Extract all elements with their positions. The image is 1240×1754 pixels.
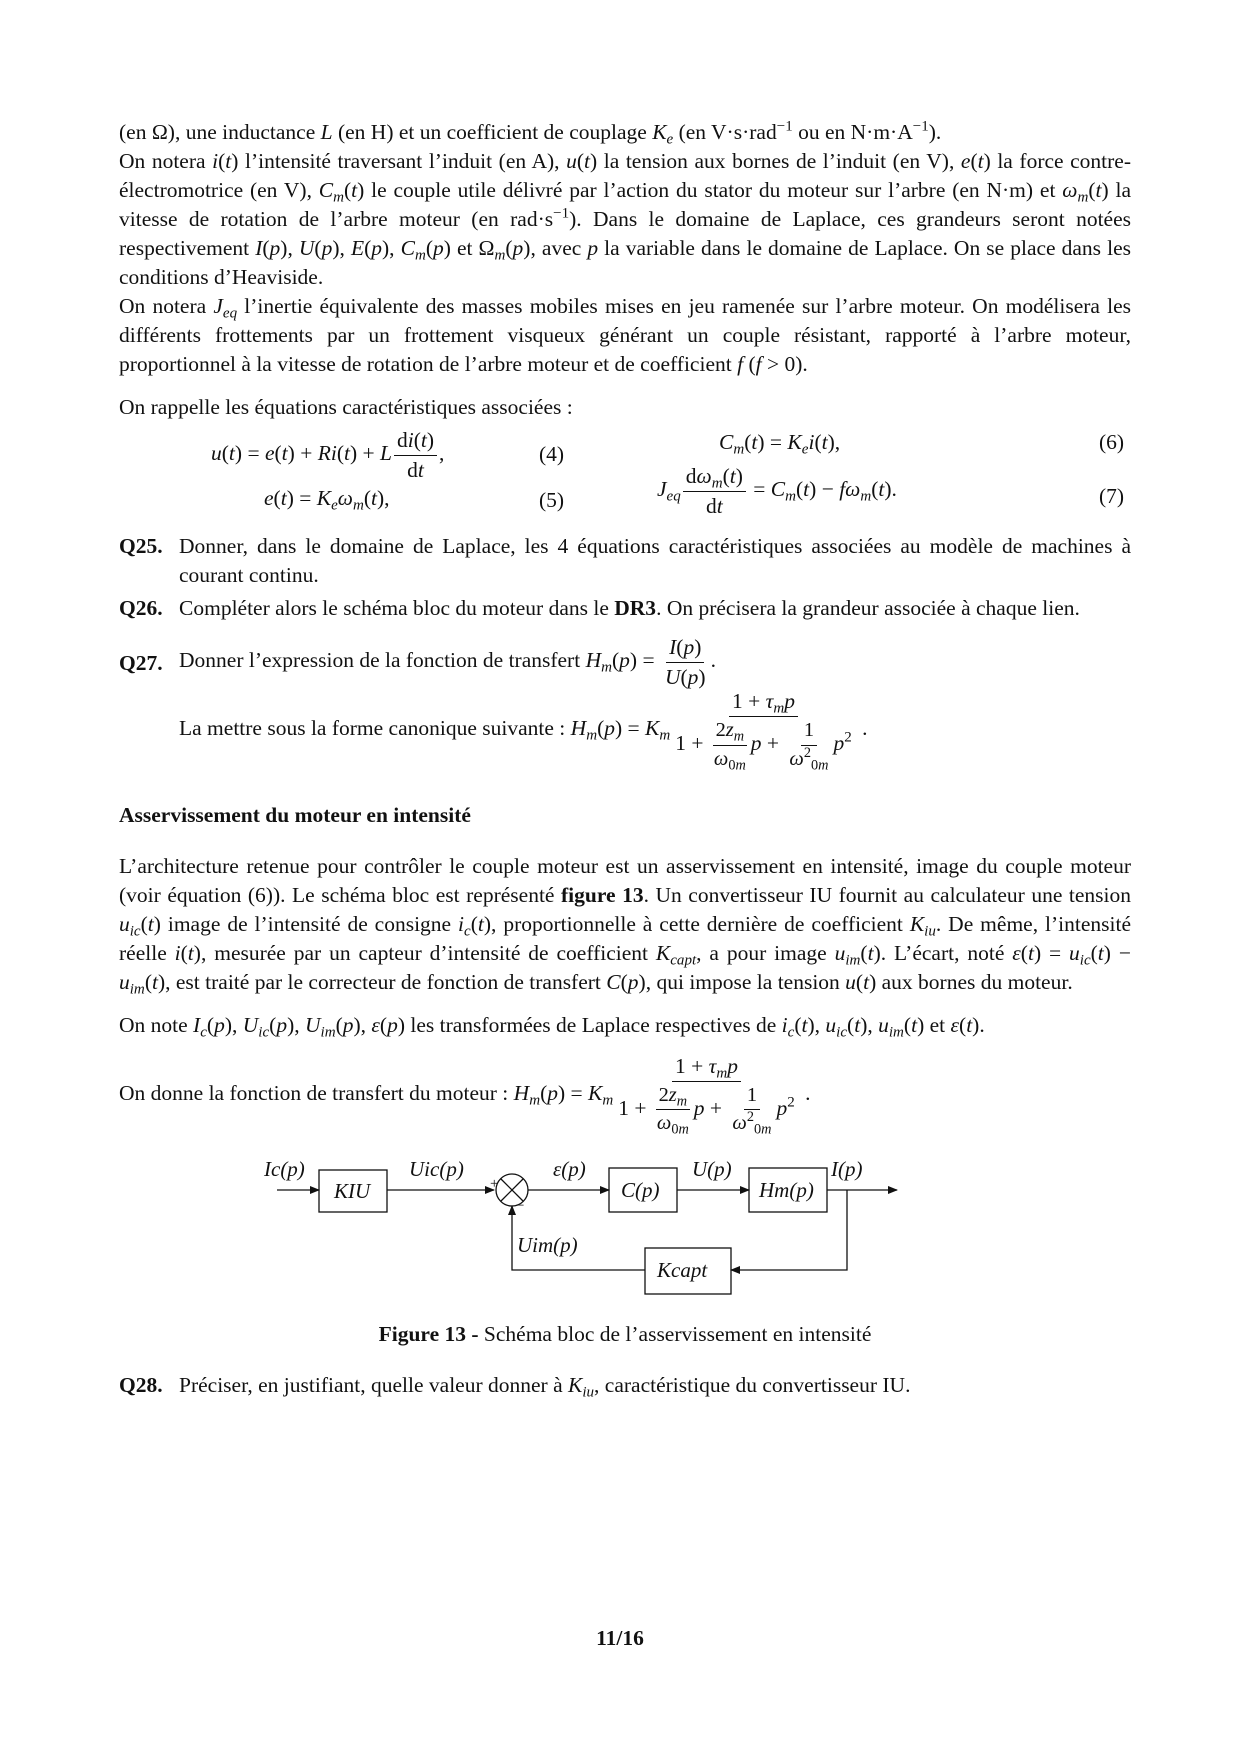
block-diagram-svg bbox=[119, 1150, 1131, 1310]
intro-paragraph-3: On notera $J_{eq}$ l’inertie équivalente des masses mobiles mises en jeu ramenée sur l’arbre moteur. On modélisera les différents frottements par un frottement visqueux générant un couple résistant, rapporté à l’arbre moteur, proportionnel à la vitesse de rotation de l’arbre moteur et de coefficient f (f > 0). bbox=[119, 294, 1132, 376]
equation-5-number: (5) bbox=[539, 488, 565, 512]
block-kiu: KIU bbox=[334, 1178, 371, 1203]
section-paragraph-2: On note $I_c(p)$, $U_{ic}(p)$, $U_{im}(p)$, ε(p) les transformées de Laplace respectives de $i_c(t)$, $u_{ic}(t)$, $u_{im}(t)$ et ε(t). bbox=[119, 1013, 985, 1041]
comparator-plus: + bbox=[490, 1175, 499, 1192]
equation-6-number: (6) bbox=[1099, 430, 1125, 454]
section-title: Asservissement du moteur en intensité bbox=[119, 803, 471, 828]
label-i: I(p) bbox=[831, 1156, 863, 1181]
block-c: C(p) bbox=[621, 1177, 660, 1202]
label-eps: ε(p) bbox=[553, 1156, 586, 1181]
label-uic: Uic(p) bbox=[409, 1156, 464, 1181]
block-kcapt: Kcapt bbox=[657, 1257, 708, 1282]
label-u: U(p) bbox=[692, 1156, 732, 1181]
equation-4: u(t) = e(t) + Ri(t) + L $\frac{di(t)}{dt}$ , bbox=[211, 428, 445, 482]
block-hm: Hm(p) bbox=[759, 1177, 814, 1202]
block-diagram bbox=[119, 1150, 1131, 1310]
question-28: Q28. Préciser, en justifiant, quelle valeur donner à $K_{iu}$, caractéristique du convertisseur IU. bbox=[119, 1372, 911, 1401]
question-27: Q27. Donner l’expression de la fonction de transfert $H_m(p)$ = $\frac{I(p)}{U(p)}$ . La mettre sous la forme canonique suivante : $H_m(p) = K_m$ $1 + \tau_mp$ 1 + $\frac{2z_m}{\omega_{0m}}$ p + $\frac{1}{\omega^2_{0m}}$ $p^2$ . bbox=[119, 635, 868, 773]
label-uim: Uim(p) bbox=[517, 1232, 578, 1257]
section-paragraph-1: L’architecture retenue pour contrôler le couple moteur est un asservissement en intensité, image du couple moteur (voir équation (6)). Le schéma bloc est représenté figure 13. Un convertisseur IU fournit au calculateur une tension $u_{ic}(t)$ image de l’intensité de consigne $i_c(t)$, proportionnelle à cette dernière de coefficient $K_{iu}$. De même, l’intensité réelle i(t), mesurée par un capteur d’intensité de coefficient $K_{capt}$, a pour image $u_{im}(t)$. L’écart, noté $\varepsilon(t) = u_{ic}(t) - u_{im}(t)$, est traité par le correcteur de fonction de transfert C(p), qui impose la tension u(t) aux bornes du moteur. bbox=[119, 854, 1131, 998]
equation-7: $J_{eq}$ $\frac{d\omega_m(t)}{dt}$ = $C_m(t) - f\omega_m(t)$. bbox=[657, 464, 897, 518]
intro-line-1: (en Ω), une inductance L (en H) et un coefficient de couplage $K_e$ (en V·s·rad$^{-1}$ ou en $N\cdot m\cdot A^{-1}$). bbox=[119, 118, 942, 148]
equation-block bbox=[119, 428, 1131, 528]
equation-4-number: (4) bbox=[539, 442, 565, 466]
question-25: Q25. Donner, dans le domaine de Laplace, les 4 équations caractéristiques associées au modèle de machines à courant continu. bbox=[119, 534, 1131, 587]
equation-5: $e(t) = K_e\omega_m(t)$, bbox=[264, 486, 390, 514]
page-content bbox=[119, 118, 1131, 1400]
label-ic: Ic(p) bbox=[264, 1156, 305, 1181]
equation-6: $C_m(t) = K_ei(t)$, bbox=[719, 430, 841, 458]
question-26: Q26. Compléter alors le schéma bloc du moteur dans le DR3. On précisera la grandeur associée à chaque lien. bbox=[119, 596, 1080, 620]
figure-caption: Figure 13 - Schéma bloc de l’asservissement en intensité bbox=[378, 1321, 872, 1346]
intro-paragraph-4: On rappelle les équations caractéristiques associées : bbox=[119, 395, 573, 419]
intro-paragraph-2: On notera i(t) l’intensité traversant l’induit (en A), u(t) la tension aux bornes de l’induit (en V), e(t) la force contre-électromotrice (en V), $C_m(t)$ le couple utile délivré par l’action du stator du moteur sur l’arbre (en N·m) et $\omega_m(t)$ la vitesse de rotation de l’arbre moteur (en $rad\cdot s^{-1}$). Dans le domaine de Laplace, ces grandeurs seront notées respectivement I(p), U(p), E(p), $C_m(p)$ et $\Omega_m(p)$, avec p la variable dans le domaine de Laplace. On se place dans les conditions d’Heaviside. bbox=[119, 149, 1131, 289]
page-number: 11/16 bbox=[596, 1626, 644, 1650]
comparator-minus: − bbox=[516, 1197, 525, 1214]
equation-7-number: (7) bbox=[1099, 484, 1125, 508]
section-paragraph-3: On donne la fonction de transfert du moteur : $H_m(p) = K_m$ $1 + \tau_mp$ 1 + $\frac{2z_m}{\omega_{0m}}$ p + $\frac{1}{\omega^2_{0m}}$ $p^2$ . bbox=[119, 1054, 811, 1138]
